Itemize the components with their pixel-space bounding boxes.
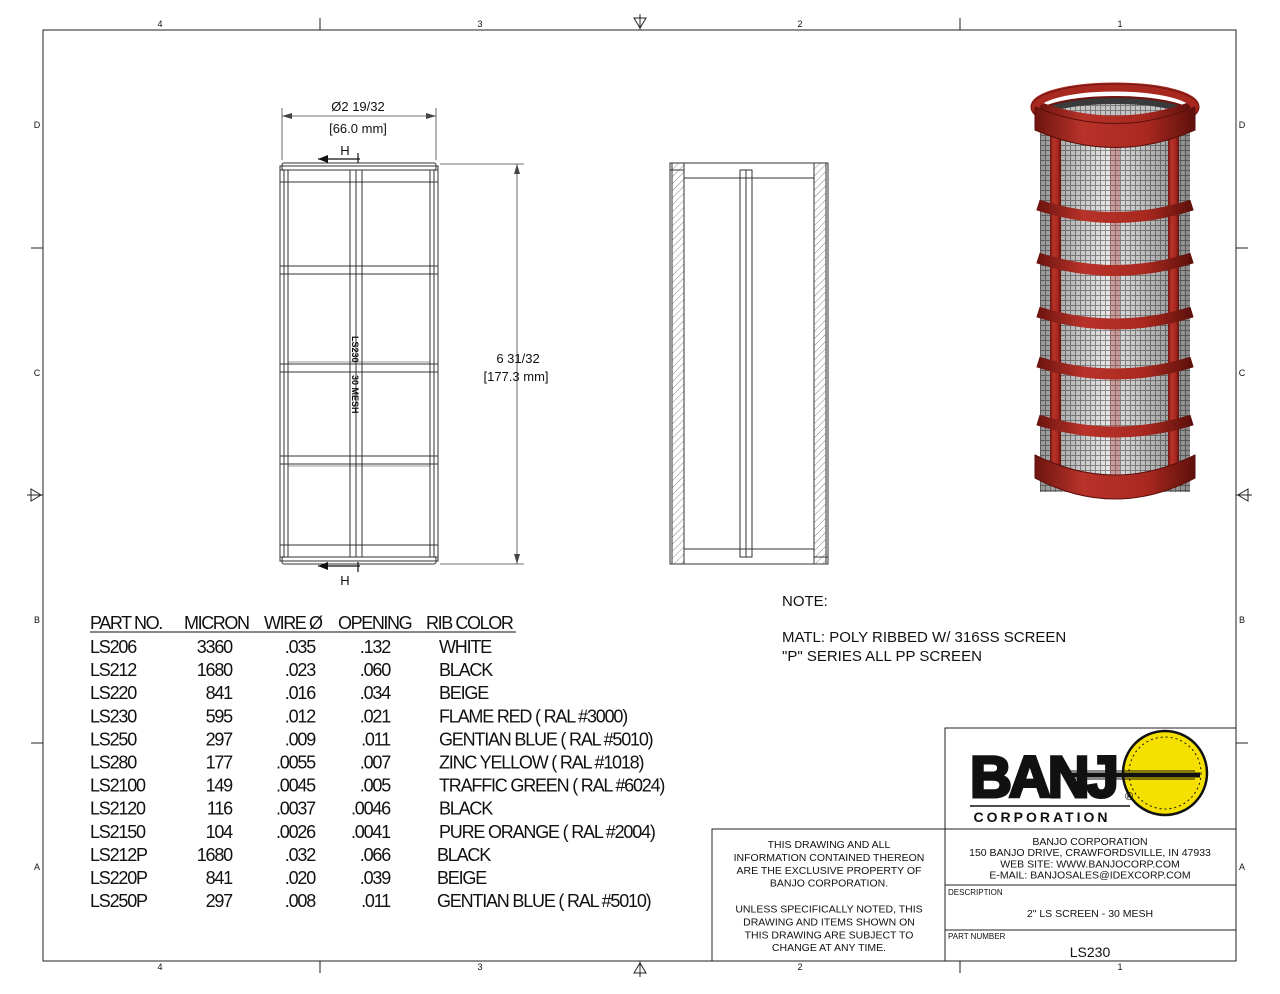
table-header: OPENING [338, 613, 412, 633]
disclaimer-line: DRAWING AND ITEMS SHOWN ON [743, 916, 915, 929]
table-cell: .011 [361, 891, 390, 912]
table-cell: .0055 [275, 752, 315, 773]
height-dimension [440, 164, 549, 564]
section-label-bottom: H [340, 573, 350, 588]
zone-top-4: 4 [157, 19, 163, 29]
table-cell: LS220 [90, 683, 137, 704]
table-cell: 3360 [196, 637, 232, 657]
table-cell: .012 [284, 706, 315, 727]
table-cell: BLACK [439, 798, 493, 819]
company-line: E-MAIL: BANJOSALES@IDEXCORP.COM [989, 869, 1191, 882]
front-view [280, 163, 438, 564]
table-cell: LS206 [90, 637, 137, 657]
table-cell: LS2100 [90, 775, 145, 796]
strainer-3d-render [1031, 84, 1199, 499]
table-cell: ZINC YELLOW ( RAL #1018) [439, 752, 644, 773]
zone-right-D: D [1238, 120, 1246, 130]
note-line-2: "P" SERIES ALL PP SCREEN [782, 648, 982, 665]
table-cell: 841 [205, 868, 232, 888]
table-cell: FLAME RED ( RAL #3000) [439, 706, 628, 727]
table-cell: .009 [284, 729, 315, 750]
logo-tagline: CORPORATION [973, 809, 1111, 825]
section-view [670, 163, 828, 564]
disclaimer-line: ARE THE EXCLUSIVE PROPERTY OF [736, 864, 922, 877]
table-cell: .021 [359, 706, 390, 727]
table-header: MICRON [184, 613, 249, 633]
table-cell: .008 [284, 891, 315, 912]
table-cell: .066 [359, 844, 390, 865]
table-cell: GENTIAN BLUE ( RAL #5010) [439, 729, 653, 750]
zone-top-1: 1 [1117, 19, 1123, 29]
table-header: PART NO. [90, 613, 162, 633]
company-line: WEB SITE: WWW.BANJOCORP.COM [1000, 858, 1180, 871]
table-cell: LS2150 [90, 821, 145, 842]
disclaimer-line: BANJO CORPORATION. [769, 877, 889, 890]
table-cell: .011 [361, 729, 390, 750]
table-cell: .0046 [350, 798, 390, 819]
section-label-top: H [340, 143, 350, 158]
table-header: WIRE Ø [264, 613, 322, 633]
table-cell: .034 [359, 683, 390, 704]
zone-bottom-1: 1 [1117, 962, 1123, 972]
table-cell: .132 [359, 637, 390, 657]
table-cell: .0037 [275, 798, 315, 819]
table-cell: .005 [359, 775, 390, 796]
disclaimer-line: INFORMATION CONTAINED THEREON [733, 851, 925, 864]
banjo-logo [970, 731, 1207, 825]
table-cell: .016 [284, 683, 315, 704]
table-cell: 116 [206, 798, 232, 819]
table-cell: LS2120 [90, 798, 145, 819]
logo-registered: ® [1125, 791, 1134, 803]
description-value: 2" LS SCREEN - 30 MESH [1026, 908, 1154, 920]
table-cell: .0026 [275, 821, 315, 842]
table-cell: 297 [205, 729, 232, 750]
table-cell: .039 [359, 868, 390, 888]
zone-top-3: 3 [477, 19, 483, 29]
table-cell: 595 [205, 706, 232, 727]
zone-top-2: 2 [797, 19, 803, 29]
height-mm: [177.3 mm] [483, 369, 549, 384]
table-cell: 1680 [196, 844, 232, 865]
table-cell: BEIGE [437, 868, 487, 888]
table-cell: BLACK [439, 660, 493, 681]
description-label: DESCRIPTION [948, 888, 1003, 897]
table-cell: LS250P [90, 891, 147, 912]
zone-right-A: A [1238, 862, 1246, 872]
table-cell: LS280 [90, 752, 137, 773]
title-fields [948, 888, 1153, 960]
disclaimer-line: CHANGE AT ANY TIME. [771, 942, 887, 955]
table-cell: LS212 [90, 660, 137, 681]
disclaimer-line: THIS DRAWING ARE SUBJECT TO [744, 929, 914, 942]
section-markers [318, 143, 360, 588]
company-info [969, 836, 1211, 882]
note-heading: NOTE: [782, 593, 828, 610]
zone-left-D: D [33, 120, 41, 130]
table-cell: .023 [284, 660, 315, 681]
zone-bottom-3: 3 [477, 962, 483, 972]
parts-table [90, 613, 664, 911]
rib-markings [350, 336, 360, 414]
table-cell: 297 [205, 891, 232, 912]
table-cell: 177 [205, 752, 232, 773]
table-cell: LS220P [90, 868, 147, 888]
diameter-mm: [66.0 mm] [329, 121, 387, 136]
diameter-value: Ø2 19/32 [331, 99, 385, 114]
part-number-label: PART NUMBER [948, 932, 1006, 941]
zone-bottom-2: 2 [797, 962, 803, 972]
zone-left-C: C [33, 368, 41, 378]
table-cell: 149 [205, 775, 232, 796]
table-cell: WHITE [439, 637, 491, 657]
disclaimer-line: THIS DRAWING AND ALL [767, 839, 891, 851]
table-cell: .0041 [350, 821, 390, 842]
table-cell: .060 [359, 660, 390, 681]
part-number-value: LS230 [1069, 944, 1111, 960]
zone-right-B: B [1238, 615, 1246, 625]
company-line: 150 BANJO DRIVE, CRAWFORDSVILLE, IN 47933 [969, 847, 1211, 860]
diameter-dimension [282, 99, 436, 160]
table-cell: .035 [284, 637, 315, 657]
table-cell: BLACK [437, 844, 491, 865]
zone-bottom-4: 4 [157, 962, 163, 972]
zone-right-C: C [1238, 368, 1246, 378]
zone-left-A: A [33, 862, 41, 872]
table-cell: TRAFFIC GREEN ( RAL #6024) [439, 775, 665, 796]
table-cell: 104 [205, 821, 232, 842]
table-cell: LS212P [90, 844, 147, 865]
company-line: BANJO CORPORATION [1032, 836, 1148, 848]
logo-brand: BANJ [970, 745, 1116, 810]
zone-left-B: B [33, 615, 41, 625]
table-cell: .032 [284, 844, 315, 865]
disclaimer [734, 839, 925, 954]
table-cell: .0045 [275, 775, 315, 796]
notes [782, 593, 1066, 665]
disclaimer-line: UNLESS SPECIFICALLY NOTED, THIS [735, 903, 923, 916]
table-cell: .020 [284, 868, 315, 888]
table-cell: .007 [359, 752, 390, 773]
height-value: 6 31/32 [496, 351, 540, 366]
table-cell: LS250 [90, 729, 137, 750]
marking-mesh: 30 MESH [350, 375, 360, 414]
table-cell: 841 [205, 683, 232, 704]
table-cell: LS230 [90, 706, 137, 727]
table-cell: GENTIAN BLUE ( RAL #5010) [437, 891, 651, 912]
table-cell: BEIGE [439, 683, 489, 704]
table-header: RIB COLOR [426, 613, 513, 633]
note-line-1: MATL: POLY RIBBED W/ 316SS SCREEN [782, 629, 1067, 646]
table-cell: PURE ORANGE ( RAL #2004) [439, 821, 655, 842]
marking-part: LS230 [350, 336, 360, 363]
table-cell: 1680 [196, 660, 232, 681]
